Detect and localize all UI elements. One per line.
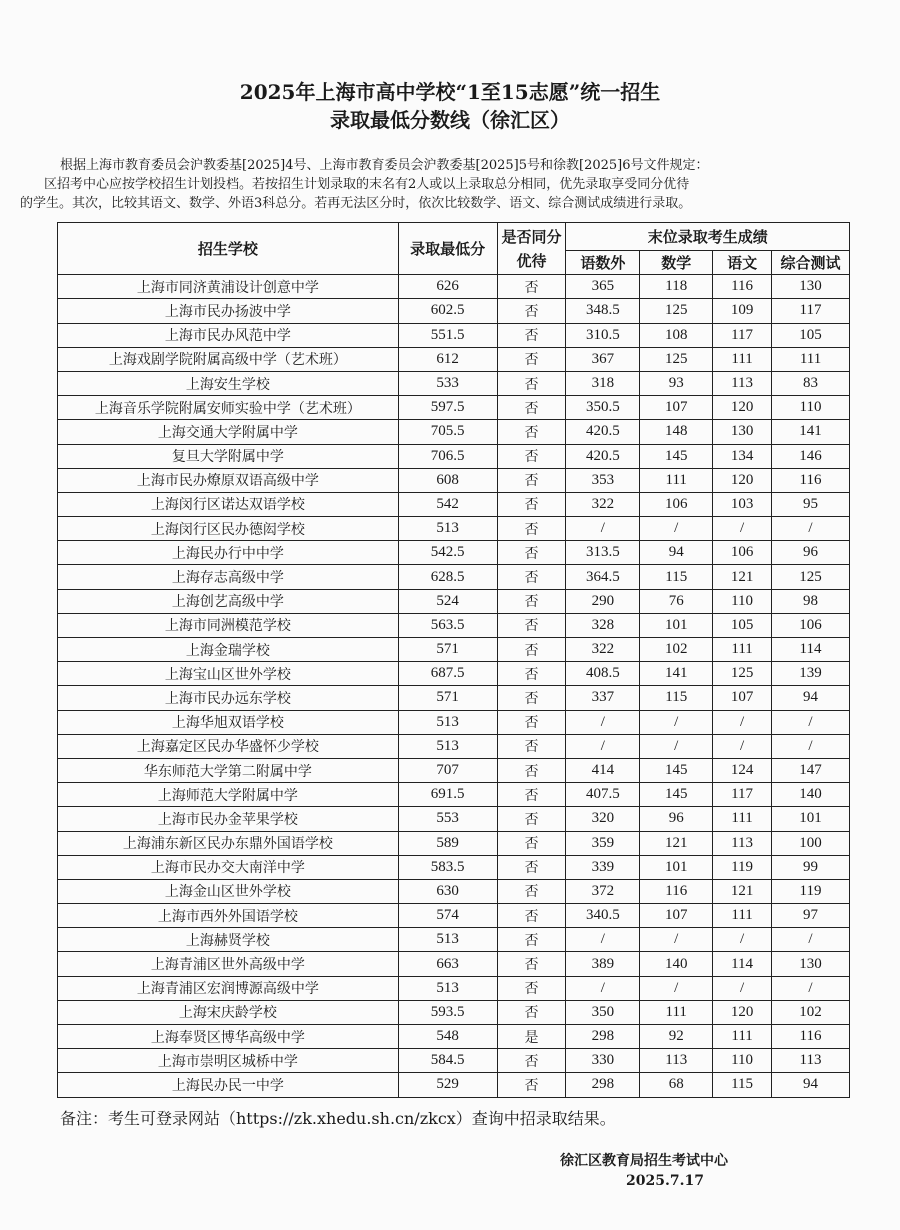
- math-score: 111: [640, 1000, 713, 1024]
- issuing-organization: 徐汇区教育局招生考试中心: [560, 1153, 728, 1169]
- same-score-preference: 否: [497, 758, 566, 782]
- table-row: [58, 468, 850, 492]
- table-row: [58, 1073, 850, 1097]
- table-row: [58, 928, 850, 952]
- min-score: 597.5: [398, 396, 497, 420]
- test-score: 105: [772, 323, 850, 347]
- chinese-score: 111: [713, 1025, 772, 1049]
- table-row: [58, 758, 850, 782]
- min-score: 589: [398, 831, 497, 855]
- ywsw-score: /: [566, 710, 640, 734]
- min-score: 513: [398, 517, 497, 541]
- ywsw-score: 350.5: [566, 396, 640, 420]
- ywsw-score: 365: [566, 275, 640, 299]
- ywsw-score: 322: [566, 492, 640, 516]
- math-score: 102: [640, 638, 713, 662]
- same-score-preference: 否: [497, 879, 566, 903]
- min-score: 513: [398, 710, 497, 734]
- table-row: [58, 492, 850, 516]
- school-name: 上海存志高级中学: [58, 565, 399, 589]
- same-score-preference: 否: [497, 783, 566, 807]
- test-score: 100: [772, 831, 850, 855]
- chinese-score: 105: [713, 613, 772, 637]
- test-score: 139: [772, 662, 850, 686]
- chinese-score: 113: [713, 831, 772, 855]
- min-score: 626: [398, 275, 497, 299]
- table-body: [58, 275, 850, 1097]
- same-score-preference: 否: [497, 275, 566, 299]
- chinese-score: 116: [713, 275, 772, 299]
- issue-date: 2025.7.17: [626, 1173, 704, 1189]
- school-name: 上海市民办远东学校: [58, 686, 399, 710]
- chinese-score: 117: [713, 323, 772, 347]
- ywsw-score: /: [566, 517, 640, 541]
- school-name: 上海嘉定区民办华盛怀少学校: [58, 734, 399, 758]
- math-score: 108: [640, 323, 713, 347]
- same-score-preference: 否: [497, 1000, 566, 1024]
- test-score: /: [772, 517, 850, 541]
- chinese-score: 119: [713, 855, 772, 879]
- min-score: 571: [398, 686, 497, 710]
- ywsw-score: 420.5: [566, 420, 640, 444]
- same-score-preference: 否: [497, 420, 566, 444]
- table-row: [58, 275, 850, 299]
- min-score: 529: [398, 1073, 497, 1097]
- table-row: [58, 420, 850, 444]
- test-score: 141: [772, 420, 850, 444]
- same-score-preference: 否: [497, 904, 566, 928]
- test-score: 130: [772, 952, 850, 976]
- math-score: 107: [640, 904, 713, 928]
- document-subtitle: 录取最低分数线（徐汇区）: [330, 108, 570, 132]
- min-score: 584.5: [398, 1049, 497, 1073]
- table-row: [58, 855, 850, 879]
- ywsw-score: 313.5: [566, 541, 640, 565]
- test-score: /: [772, 976, 850, 1000]
- school-name: 上海民办民一中学: [58, 1073, 399, 1097]
- same-score-preference: 否: [497, 613, 566, 637]
- header-last-admitted: 末位录取考生成绩: [566, 223, 850, 251]
- chinese-score: 114: [713, 952, 772, 976]
- min-score: 706.5: [398, 444, 497, 468]
- table-row: [58, 831, 850, 855]
- chinese-score: 120: [713, 1000, 772, 1024]
- math-score: 116: [640, 879, 713, 903]
- chinese-score: 124: [713, 758, 772, 782]
- same-score-preference: 否: [497, 444, 566, 468]
- school-name: 上海宝山区世外学校: [58, 662, 399, 686]
- test-score: /: [772, 928, 850, 952]
- chinese-score: 110: [713, 1049, 772, 1073]
- table-row: [58, 589, 850, 613]
- min-score: 687.5: [398, 662, 497, 686]
- test-score: 83: [772, 371, 850, 395]
- ywsw-score: 389: [566, 952, 640, 976]
- school-name: 上海市民办金苹果学校: [58, 807, 399, 831]
- chinese-score: /: [713, 710, 772, 734]
- school-name: 上海音乐学院附属安师实验中学（艺术班）: [58, 396, 399, 420]
- ywsw-score: 310.5: [566, 323, 640, 347]
- math-score: 145: [640, 758, 713, 782]
- same-score-preference: 否: [497, 952, 566, 976]
- chinese-score: 120: [713, 396, 772, 420]
- ywsw-score: /: [566, 734, 640, 758]
- min-score: 513: [398, 928, 497, 952]
- table-row: [58, 323, 850, 347]
- math-score: /: [640, 734, 713, 758]
- school-name: 上海市西外外国语学校: [58, 904, 399, 928]
- school-name: 上海市同洲模范学校: [58, 613, 399, 637]
- math-score: /: [640, 517, 713, 541]
- table-row: [58, 347, 850, 371]
- math-score: 113: [640, 1049, 713, 1073]
- header-math: 数学: [640, 251, 713, 275]
- table-row: [58, 1000, 850, 1024]
- school-name: 上海市民办扬波中学: [58, 299, 399, 323]
- min-score: 542: [398, 492, 497, 516]
- table-row: [58, 783, 850, 807]
- table-row: [58, 807, 850, 831]
- math-score: 115: [640, 686, 713, 710]
- header-min-score: 录取最低分: [398, 223, 497, 275]
- chinese-score: 130: [713, 420, 772, 444]
- same-score-preference: 否: [497, 517, 566, 541]
- math-score: 111: [640, 468, 713, 492]
- math-score: 125: [640, 347, 713, 371]
- chinese-score: 106: [713, 541, 772, 565]
- math-score: 125: [640, 299, 713, 323]
- table-row: [58, 686, 850, 710]
- test-score: 94: [772, 686, 850, 710]
- math-score: 145: [640, 783, 713, 807]
- same-score-preference: 否: [497, 541, 566, 565]
- test-score: 102: [772, 1000, 850, 1024]
- table-row: [58, 879, 850, 903]
- min-score: 707: [398, 758, 497, 782]
- test-score: 110: [772, 396, 850, 420]
- chinese-score: 111: [713, 807, 772, 831]
- intro-line: 的学生。其次，比较其语文、数学、外语3科总分。若再无法区分时，依次比较数学、语文、综合测试成绩进行录取。: [20, 196, 692, 211]
- school-name: 上海交通大学附属中学: [58, 420, 399, 444]
- math-score: 93: [640, 371, 713, 395]
- table-row: [58, 396, 850, 420]
- school-name: 上海奉贤区博华高级中学: [58, 1025, 399, 1049]
- test-score: 96: [772, 541, 850, 565]
- min-score: 691.5: [398, 783, 497, 807]
- test-score: 116: [772, 468, 850, 492]
- chinese-score: 103: [713, 492, 772, 516]
- school-name: 上海华旭双语学校: [58, 710, 399, 734]
- ywsw-score: 372: [566, 879, 640, 903]
- min-score: 583.5: [398, 855, 497, 879]
- intro-line: 根据上海市教育委员会沪教委基[2025]4号、上海市教育委员会沪教委基[2025]5号和徐教[2025]6号文件规定：: [60, 158, 709, 173]
- table-row: [58, 541, 850, 565]
- table-row: [58, 710, 850, 734]
- same-score-preference: 否: [497, 323, 566, 347]
- math-score: 106: [640, 492, 713, 516]
- math-score: 145: [640, 444, 713, 468]
- ywsw-score: 298: [566, 1073, 640, 1097]
- test-score: 94: [772, 1073, 850, 1097]
- math-score: 141: [640, 662, 713, 686]
- table-row: [58, 565, 850, 589]
- test-score: 130: [772, 275, 850, 299]
- test-score: 99: [772, 855, 850, 879]
- min-score: 563.5: [398, 613, 497, 637]
- school-name: 上海闵行区诺达双语学校: [58, 492, 399, 516]
- header-chinese: 语文: [713, 251, 772, 275]
- math-score: 121: [640, 831, 713, 855]
- header-ywsw: 语数外: [566, 251, 640, 275]
- test-score: 146: [772, 444, 850, 468]
- school-name: 上海戏剧学院附属高级中学（艺术班）: [58, 347, 399, 371]
- test-score: 114: [772, 638, 850, 662]
- ywsw-score: 298: [566, 1025, 640, 1049]
- same-score-preference: 否: [497, 347, 566, 371]
- same-score-preference: 否: [497, 589, 566, 613]
- table-row: [58, 1025, 850, 1049]
- ywsw-score: 364.5: [566, 565, 640, 589]
- chinese-score: 120: [713, 468, 772, 492]
- ywsw-score: 340.5: [566, 904, 640, 928]
- test-score: 97: [772, 904, 850, 928]
- table-row: [58, 517, 850, 541]
- test-score: 119: [772, 879, 850, 903]
- ywsw-score: 420.5: [566, 444, 640, 468]
- school-name: 上海创艺高级中学: [58, 589, 399, 613]
- chinese-score: /: [713, 976, 772, 1000]
- math-score: /: [640, 928, 713, 952]
- school-name: 上海民办行中中学: [58, 541, 399, 565]
- chinese-score: 111: [713, 904, 772, 928]
- ywsw-score: /: [566, 928, 640, 952]
- intro-line: 区招考中心应按学校招生计划投档。若按招生计划录取的末名有2人或以上录取总分相同，优先录取享受同分优待: [44, 177, 690, 192]
- min-score: 630: [398, 879, 497, 903]
- ywsw-score: 318: [566, 371, 640, 395]
- chinese-score: 110: [713, 589, 772, 613]
- footnote: 备注：考生可登录网站（https://zk.xhedu.sh.cn/zkcx）查询中招录取结果。: [60, 1109, 616, 1128]
- test-score: 95: [772, 492, 850, 516]
- min-score: 705.5: [398, 420, 497, 444]
- test-score: 113: [772, 1049, 850, 1073]
- ywsw-score: 348.5: [566, 299, 640, 323]
- math-score: 96: [640, 807, 713, 831]
- header-school: 招生学校: [58, 223, 399, 275]
- math-score: /: [640, 976, 713, 1000]
- table-row: [58, 904, 850, 928]
- table-row: [58, 952, 850, 976]
- document-title: 2025年上海市高中学校“1至15志愿”统一招生: [239, 80, 661, 104]
- min-score: 553: [398, 807, 497, 831]
- min-score: 513: [398, 734, 497, 758]
- same-score-preference: 否: [497, 299, 566, 323]
- ywsw-score: 414: [566, 758, 640, 782]
- table-row: [58, 444, 850, 468]
- min-score: 551.5: [398, 323, 497, 347]
- ywsw-score: 328: [566, 613, 640, 637]
- chinese-score: 121: [713, 879, 772, 903]
- school-name: 上海金山区世外学校: [58, 879, 399, 903]
- same-score-preference: 否: [497, 1049, 566, 1073]
- school-name: 上海市民办交大南洋中学: [58, 855, 399, 879]
- ywsw-score: 320: [566, 807, 640, 831]
- same-score-preference: 是: [497, 1025, 566, 1049]
- min-score: 542.5: [398, 541, 497, 565]
- same-score-preference: 否: [497, 396, 566, 420]
- min-score: 548: [398, 1025, 497, 1049]
- ywsw-score: 290: [566, 589, 640, 613]
- table-row: [58, 976, 850, 1000]
- test-score: 125: [772, 565, 850, 589]
- same-score-preference: 否: [497, 638, 566, 662]
- math-score: 115: [640, 565, 713, 589]
- min-score: 533: [398, 371, 497, 395]
- school-name: 上海市同济黄浦设计创意中学: [58, 275, 399, 299]
- same-score-preference: 否: [497, 734, 566, 758]
- math-score: 76: [640, 589, 713, 613]
- ywsw-score: 353: [566, 468, 640, 492]
- min-score: 628.5: [398, 565, 497, 589]
- admission-score-table: [57, 222, 850, 1098]
- same-score-preference: 否: [497, 662, 566, 686]
- chinese-score: /: [713, 734, 772, 758]
- chinese-score: 113: [713, 371, 772, 395]
- chinese-score: /: [713, 517, 772, 541]
- math-score: 148: [640, 420, 713, 444]
- min-score: 602.5: [398, 299, 497, 323]
- test-score: 111: [772, 347, 850, 371]
- school-name: 华东师范大学第二附属中学: [58, 758, 399, 782]
- same-score-preference: 否: [497, 807, 566, 831]
- min-score: 663: [398, 952, 497, 976]
- school-name: 上海青浦区宏润博源高级中学: [58, 976, 399, 1000]
- table-row: [58, 662, 850, 686]
- table-row: [58, 299, 850, 323]
- table-row: [58, 371, 850, 395]
- min-score: 571: [398, 638, 497, 662]
- chinese-score: 125: [713, 662, 772, 686]
- math-score: 101: [640, 855, 713, 879]
- school-name: 上海市崇明区城桥中学: [58, 1049, 399, 1073]
- school-name: 上海金瑞学校: [58, 638, 399, 662]
- ywsw-score: 367: [566, 347, 640, 371]
- chinese-score: /: [713, 928, 772, 952]
- ywsw-score: 339: [566, 855, 640, 879]
- chinese-score: 111: [713, 347, 772, 371]
- school-name: 上海青浦区世外高级中学: [58, 952, 399, 976]
- same-score-preference: 否: [497, 686, 566, 710]
- chinese-score: 111: [713, 638, 772, 662]
- same-score-preference: 否: [497, 492, 566, 516]
- same-score-preference: 否: [497, 710, 566, 734]
- test-score: 140: [772, 783, 850, 807]
- min-score: 574: [398, 904, 497, 928]
- table-row: [58, 1049, 850, 1073]
- same-score-preference: 否: [497, 928, 566, 952]
- chinese-score: 121: [713, 565, 772, 589]
- ywsw-score: /: [566, 976, 640, 1000]
- min-score: 513: [398, 976, 497, 1000]
- min-score: 612: [398, 347, 497, 371]
- test-score: /: [772, 734, 850, 758]
- test-score: 106: [772, 613, 850, 637]
- header-test: 综合测试: [772, 251, 850, 275]
- min-score: 608: [398, 468, 497, 492]
- same-score-preference: 否: [497, 976, 566, 1000]
- test-score: 98: [772, 589, 850, 613]
- table-row: [58, 638, 850, 662]
- school-name: 复旦大学附属中学: [58, 444, 399, 468]
- math-score: /: [640, 710, 713, 734]
- chinese-score: 115: [713, 1073, 772, 1097]
- test-score: /: [772, 710, 850, 734]
- ywsw-score: 337: [566, 686, 640, 710]
- school-name: 上海赫贤学校: [58, 928, 399, 952]
- same-score-preference: 否: [497, 468, 566, 492]
- math-score: 92: [640, 1025, 713, 1049]
- math-score: 101: [640, 613, 713, 637]
- ywsw-score: 359: [566, 831, 640, 855]
- same-score-preference: 否: [497, 1073, 566, 1097]
- chinese-score: 134: [713, 444, 772, 468]
- school-name: 上海师范大学附属中学: [58, 783, 399, 807]
- school-name: 上海闵行区民办德闳学校: [58, 517, 399, 541]
- school-name: 上海宋庆龄学校: [58, 1000, 399, 1024]
- chinese-score: 117: [713, 783, 772, 807]
- same-score-preference: 否: [497, 371, 566, 395]
- test-score: 147: [772, 758, 850, 782]
- table-row: [58, 734, 850, 758]
- ywsw-score: 350: [566, 1000, 640, 1024]
- school-name: 上海安生学校: [58, 371, 399, 395]
- school-name: 上海市民办风范中学: [58, 323, 399, 347]
- min-score: 524: [398, 589, 497, 613]
- same-score-preference: 否: [497, 565, 566, 589]
- chinese-score: 109: [713, 299, 772, 323]
- math-score: 68: [640, 1073, 713, 1097]
- school-name: 上海市民办燎原双语高级中学: [58, 468, 399, 492]
- test-score: 101: [772, 807, 850, 831]
- same-score-preference: 否: [497, 831, 566, 855]
- ywsw-score: 330: [566, 1049, 640, 1073]
- test-score: 117: [772, 299, 850, 323]
- test-score: 116: [772, 1025, 850, 1049]
- ywsw-score: 322: [566, 638, 640, 662]
- same-score-preference: 否: [497, 855, 566, 879]
- min-score: 593.5: [398, 1000, 497, 1024]
- math-score: 94: [640, 541, 713, 565]
- school-name: 上海浦东新区民办东鼎外国语学校: [58, 831, 399, 855]
- math-score: 107: [640, 396, 713, 420]
- ywsw-score: 407.5: [566, 783, 640, 807]
- chinese-score: 107: [713, 686, 772, 710]
- ywsw-score: 408.5: [566, 662, 640, 686]
- math-score: 118: [640, 275, 713, 299]
- header-preference: 是否同分优待: [497, 223, 566, 275]
- math-score: 140: [640, 952, 713, 976]
- intro-paragraph: [20, 156, 880, 213]
- table-row: [58, 613, 850, 637]
